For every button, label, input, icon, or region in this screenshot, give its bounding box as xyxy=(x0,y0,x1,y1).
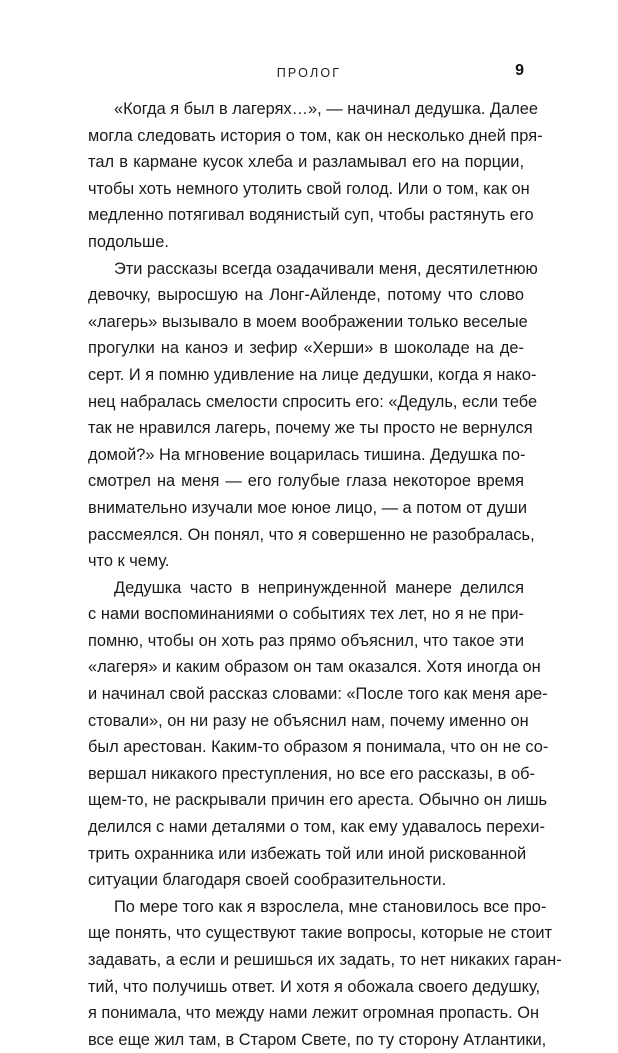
text-line: домой?» На мгновение воцарилась тишина. Дедушка по- xyxy=(88,445,526,464)
text-line: так не нравился лагерь, почему же ты просто не вернулся xyxy=(88,419,533,438)
paragraph xyxy=(88,96,543,256)
text-line: По мере того как я взрослела, мне становилось все про- xyxy=(114,897,547,916)
running-head xyxy=(0,62,618,86)
text-line: ще понять, что существуют такие вопросы, которые не стоит xyxy=(88,924,553,943)
text-line: прогулки на каноэ и зефир «Херши» в шоколаде на де- xyxy=(88,339,524,358)
text-line: серт. И я помню удивление на лице дедушки, когда я нако- xyxy=(88,365,537,384)
text-line: что к чему. xyxy=(88,552,170,571)
text-line: с нами воспоминаниями о событиях тех лет, но я не при- xyxy=(88,605,524,624)
text-line: я понимала, что между нами лежит огромная пропасть. Он xyxy=(88,1004,540,1023)
text-line: трить охранника или избежать той или иной рискованной xyxy=(88,844,527,863)
text-line: Дедушка часто в непринужденной манере делился xyxy=(114,578,524,597)
text-line: Эти рассказы всегда озадачивали меня, десятилетнюю xyxy=(114,259,538,278)
text-line: чтобы хоть немного утолить свой голод. Или о том, как он xyxy=(88,179,530,198)
text-line: «Когда я был в лагерях…», — начинал дедушка. Далее xyxy=(114,100,538,118)
page-number: 9 xyxy=(515,62,524,79)
paragraph xyxy=(88,575,549,894)
text-line: девочку, выросшую на Лонг-Айленде, потому что слово xyxy=(88,286,524,305)
text-line: «лагеря» и каким образом он там оказался. Хотя иногда он xyxy=(88,658,541,677)
text-line: вершал никакого преступления, но все его рассказы, в об- xyxy=(88,764,535,783)
text-line: рассмеялся. Он понял, что я совершенно не разобралась, xyxy=(88,525,535,544)
paragraph xyxy=(88,256,538,575)
paragraph xyxy=(88,894,562,1053)
body-text xyxy=(88,96,562,1053)
text-line: делился с нами деталями о том, как ему удавалось перехи- xyxy=(88,818,545,837)
text-line: и начинал свой рассказ словами: «После того как меня аре- xyxy=(88,685,548,704)
text-line: внимательно изучали мое юное лицо, — а потом от души xyxy=(88,498,527,517)
text-line: стовали», он ни разу не объяснил нам, почему именно он xyxy=(88,711,529,730)
text-line: «лагерь» вызывало в моем воображении только веселые xyxy=(88,312,528,331)
text-line: тий, что получишь ответ. И хотя я обожала своего дедушку, xyxy=(88,977,541,996)
text-line: подольше. xyxy=(88,232,169,251)
text-line: нец набралась смелости спросить его: «Дедуль, если тебе xyxy=(88,392,538,411)
text-line: ситуации благодаря своей сообразительности. xyxy=(88,871,447,890)
text-line: тал в кармане кусок хлеба и разламывал его на порции, xyxy=(88,153,524,172)
text-line: смотрел на меня — его голубые глаза некоторое время xyxy=(88,472,524,491)
text-line: могла следовать история о том, как он несколько дней пря- xyxy=(88,126,543,145)
text-line: помню, чтобы он хоть раз прямо объяснил, что такое эти xyxy=(88,631,524,650)
text-line: был арестован. Каким-то образом я понимала, что он не со- xyxy=(88,738,549,757)
section-title: ПРОЛОГ xyxy=(276,66,342,80)
text-line: щем-то, не раскрывали причин его ареста. Обычно он лишь xyxy=(88,791,548,810)
text-line: все еще жил там, в Старом Свете, по ту сторону Атлантики, xyxy=(88,1030,547,1049)
text-line: медленно потягивал водянистый суп, чтобы растянуть его xyxy=(88,206,534,225)
text-line: задавать, а если и решишься их задать, то нет никаких гаран- xyxy=(88,951,562,969)
